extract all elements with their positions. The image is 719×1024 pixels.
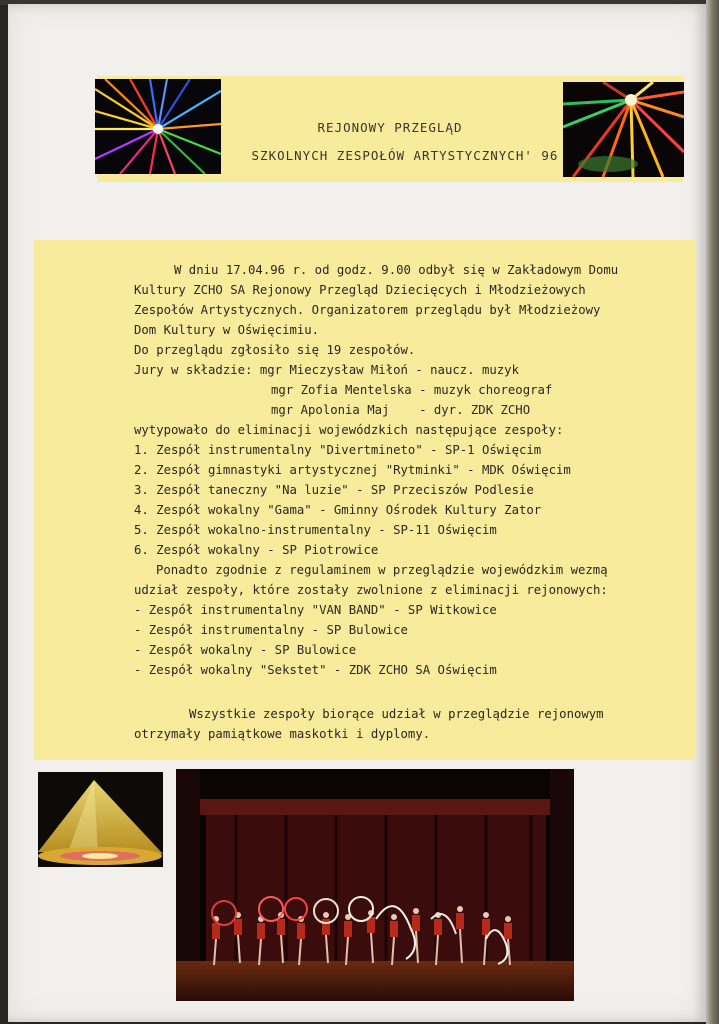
album-spine — [706, 0, 719, 1024]
stage-performance-photo — [176, 769, 574, 1001]
selected-item-2: 2. Zespół gimnastyki artystycznej "Rytminki" - MDK Oświęcim — [134, 463, 571, 477]
title-line-1: REJONOWY PRZEGLĄD — [317, 120, 463, 135]
jury-line-3: mgr Apolonia Maj - dyr. ZDK ZCHO — [271, 403, 531, 417]
additional-item-2: - Zespół instrumentalny - SP Bulowice — [134, 623, 408, 637]
closing-line-1: Wszystkie zespoły biorące udział w przeglądzie rejonowym — [189, 707, 604, 721]
light-burst-photo-right — [563, 82, 684, 177]
light-burst-photo-left — [95, 79, 221, 174]
intro-line-5: Do przeglądu zgłosiło się 19 zespołów. — [134, 343, 416, 357]
additional-item-4: - Zespół wokalny "Sekstet" - ZDK ZCHO SA Oświęcim — [134, 663, 497, 677]
selected-intro: wytypowało do eliminacji wojewódzkich następujące zespoły: — [134, 423, 564, 437]
intro-line-2: Kultury ZCHO SA Rejonowy Przegląd Dziecięcych i Młodzieżowych — [134, 283, 586, 297]
selected-item-1: 1. Zespół instrumentalny "Divertmineto" - SP-1 Oświęcim — [134, 443, 542, 457]
additional-item-3: - Zespół wokalny - SP Bulowice — [134, 643, 357, 657]
selected-item-3: 3. Zespół taneczny "Na luzie" - SP Przeciszów Podlesie — [134, 483, 534, 497]
spotlight-cone-photo — [38, 772, 163, 867]
selected-item-5: 5. Zespół wokalno-instrumentalny - SP-11 Oświęcim — [134, 523, 497, 537]
jury-line-1: Jury w składzie: mgr Mieczysław Miłoń - naucz. muzyk — [134, 363, 519, 377]
selected-item-6: 6. Zespół wokalny - SP Piotrowice — [134, 543, 379, 557]
report-text-panel — [34, 240, 696, 760]
title-line-2: SZKOLNYCH ZESPOŁÓW ARTYSTYCZNYCH' 96 — [251, 148, 559, 163]
additional-item-1: - Zespół instrumentalny "VAN BAND" - SP Witkowice — [134, 603, 497, 617]
selected-item-4: 4. Zespół wokalny "Gama" - Gminny Ośrodek Kultury Zator — [134, 503, 542, 517]
additional-intro-2: udział zespoły, które zostały zwolnione z eliminacji rejonowych: — [134, 583, 608, 597]
intro-line-4: Dom Kultury w Oświęcimiu. — [134, 323, 320, 337]
jury-line-2: mgr Zofia Mentelska - muzyk choreograf — [271, 383, 553, 397]
additional-intro-1: Ponadto zgodnie z regulaminem w przeglądzie wojewódzkim wezmą — [156, 563, 608, 577]
intro-line-1: W dniu 17.04.96 r. od godz. 9.00 odbył się w Zakładowym Domu — [174, 263, 619, 277]
closing-line-2: otrzymały pamiątkowe maskotki i dyplomy. — [134, 727, 431, 741]
intro-line-3: Zespołów Artystycznych. Organizatorem przeglądu był Młodzieżowy — [134, 303, 601, 317]
